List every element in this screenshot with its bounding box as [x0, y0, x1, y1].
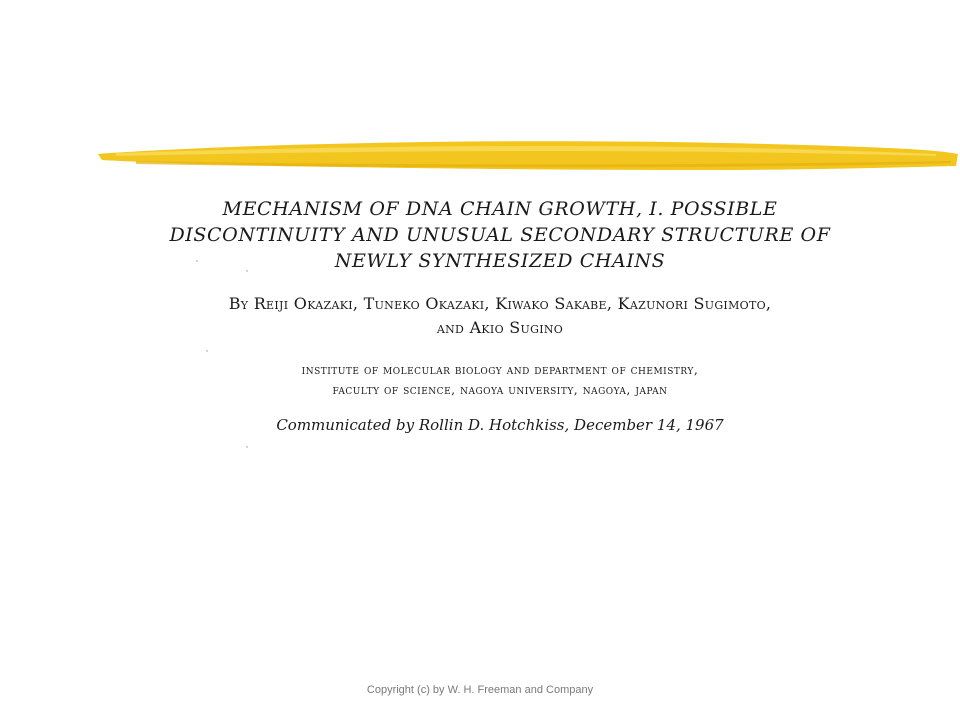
copyright-footer: Copyright (c) by W. H. Freeman and Company — [366, 684, 594, 696]
scan-speck — [196, 260, 198, 262]
scan-speck — [246, 270, 248, 272]
paper-header-scan — [150, 196, 850, 436]
scan-speck — [206, 350, 208, 352]
institution-affiliation — [150, 360, 850, 400]
institution-line-2: faculty of science, nagoya university, nagoya, japan — [332, 382, 668, 397]
title-line-1: MECHANISM OF DNA CHAIN GROWTH, I. POSSIBLE — [222, 198, 778, 220]
paper-title — [150, 196, 850, 274]
scan-speck — [246, 446, 248, 448]
author-list — [150, 292, 850, 340]
yellow-highlighter-stroke — [96, 128, 960, 178]
author-line-2: and Akio Sugino — [436, 318, 564, 337]
title-line-3: NEWLY SYNTHESIZED CHAINS — [334, 250, 666, 272]
communicated-by: Communicated by Rollin D. Hotchkiss, December 14, 1967 — [276, 416, 724, 434]
institution-line-1: institute of molecular biology and department of chemistry, — [301, 362, 699, 377]
author-line-1: By Reiji Okazaki, Tuneko Okazaki, Kiwako Sakabe, Kazunori Sugimoto, — [228, 294, 772, 313]
title-line-2: DISCONTINUITY AND UNUSUAL SECONDARY STRUCTURE OF — [169, 224, 831, 246]
